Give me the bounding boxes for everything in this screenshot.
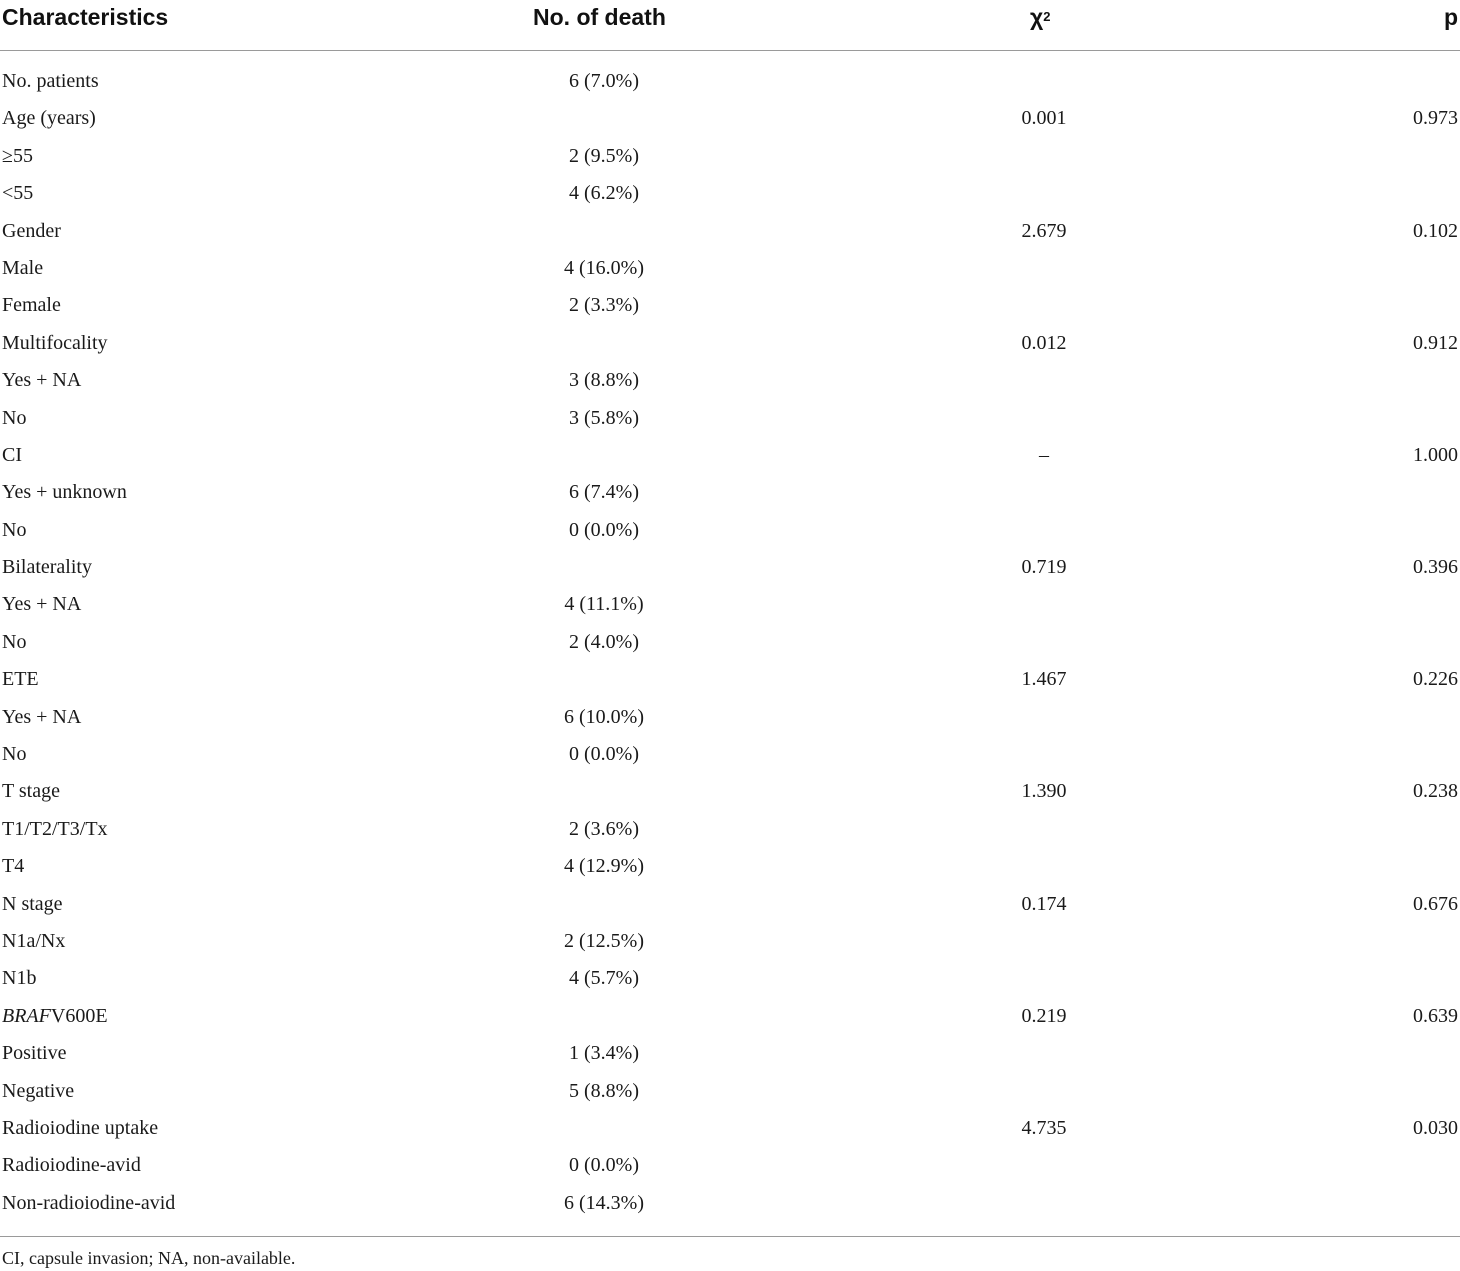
table-row [0, 512, 1460, 549]
table-row [0, 773, 1460, 810]
table-row [0, 886, 1460, 923]
table-row [0, 63, 1460, 100]
row-chi-square: 1.467 [1021, 668, 1067, 691]
row-label: No [2, 630, 27, 653]
row-label: Yes + NA [2, 369, 82, 392]
row-label: Yes + unknown [2, 481, 127, 504]
table-row [0, 325, 1460, 362]
row-characteristic [2, 811, 108, 848]
row-characteristic [2, 586, 81, 623]
row-characteristic [2, 287, 61, 324]
table-row [0, 661, 1460, 698]
table-row [0, 586, 1460, 623]
row-label: Non-radioiodine-avid [2, 1191, 176, 1214]
header-no-of-death: No. of death [533, 4, 666, 30]
row-chi-square: 4.735 [1021, 1116, 1067, 1139]
row-chi-square: 0.001 [1021, 107, 1067, 130]
row-label: Bilaterality [2, 556, 92, 579]
row-no-of-death: 0 (0.0%) [569, 1154, 639, 1177]
row-characteristic [2, 138, 33, 175]
table-row [0, 549, 1460, 586]
row-characteristic [2, 213, 61, 250]
row-p-value: 0.639 [1413, 1004, 1458, 1027]
row-label: Gender [2, 219, 61, 242]
row-label: ≥55 [2, 144, 33, 167]
table-row [0, 736, 1460, 773]
row-characteristic [2, 923, 65, 960]
table-row [0, 699, 1460, 736]
row-p-value: 0.912 [1413, 331, 1458, 354]
row-label: T4 [2, 855, 25, 878]
table-row [0, 474, 1460, 511]
row-label: No [2, 743, 27, 766]
row-characteristic [2, 736, 26, 773]
row-label: <55 [2, 182, 34, 205]
row-characteristic [2, 1035, 66, 1072]
table-row [0, 1035, 1460, 1072]
row-characteristic [2, 437, 22, 474]
chi-superscript: 2 [1043, 9, 1051, 24]
table-row [0, 138, 1460, 175]
row-no-of-death: 1 (3.4%) [569, 1042, 639, 1065]
row-no-of-death: 6 (14.3%) [564, 1191, 644, 1214]
table-footnote: CI, capsule invasion; NA, non-available. [2, 1248, 296, 1268]
table-row [0, 175, 1460, 212]
row-label: V600E [50, 1004, 108, 1027]
row-characteristic [2, 1073, 74, 1110]
row-label: Age (years) [2, 107, 96, 130]
row-label: N stage [2, 892, 63, 915]
row-chi-square: – [1039, 443, 1049, 466]
row-p-value: 1.000 [1413, 443, 1458, 466]
table-body [0, 63, 1460, 1222]
row-label: Radioiodine-avid [2, 1154, 141, 1177]
row-no-of-death: 2 (3.6%) [569, 817, 639, 840]
row-label: Radioiodine uptake [2, 1116, 159, 1139]
table-header [0, 0, 1460, 51]
row-characteristic [2, 250, 43, 287]
row-characteristic [2, 998, 108, 1035]
row-characteristic [2, 549, 92, 586]
row-p-value: 0.676 [1413, 892, 1458, 915]
row-no-of-death: 2 (12.5%) [564, 929, 644, 952]
row-characteristic [2, 661, 39, 698]
row-no-of-death: 6 (7.0%) [569, 70, 639, 92]
row-p-value: 0.396 [1413, 556, 1458, 579]
table-row [0, 287, 1460, 324]
row-no-of-death: 4 (6.2%) [569, 182, 639, 205]
row-label: Positive [2, 1042, 67, 1065]
row-no-of-death: 4 (11.1%) [564, 593, 644, 616]
row-characteristic [2, 325, 108, 362]
chi-symbol: χ [1030, 4, 1044, 30]
table-row [0, 1185, 1460, 1222]
row-characteristic [2, 63, 99, 100]
table-row [0, 1147, 1460, 1184]
row-no-of-death: 5 (8.8%) [569, 1079, 639, 1102]
row-label: Multifocality [2, 331, 108, 354]
row-characteristic [2, 400, 26, 437]
row-label: CI [2, 443, 22, 466]
row-label: N1a/Nx [2, 929, 66, 952]
row-label: N1b [2, 967, 37, 990]
row-characteristic [2, 773, 60, 810]
row-p-value: 0.238 [1413, 780, 1458, 803]
row-characteristic [2, 960, 36, 997]
row-no-of-death: 2 (4.0%) [569, 630, 639, 653]
row-label: Yes + NA [2, 705, 82, 728]
table-row [0, 1110, 1460, 1147]
row-no-of-death: 4 (16.0%) [564, 256, 644, 279]
row-characteristic [2, 699, 81, 736]
row-chi-square: 0.174 [1021, 892, 1067, 915]
row-no-of-death: 4 (12.9%) [564, 855, 644, 878]
table-row [0, 362, 1460, 399]
row-chi-square: 2.679 [1021, 219, 1067, 242]
table-row [0, 400, 1460, 437]
table-row [0, 250, 1460, 287]
row-label: Yes + NA [2, 593, 82, 616]
row-characteristic [2, 848, 24, 885]
table-bottom-rule [0, 1236, 1460, 1237]
row-p-value: 0.226 [1413, 668, 1458, 691]
row-no-of-death: 2 (3.3%) [569, 294, 639, 317]
row-p-value: 0.102 [1413, 219, 1458, 242]
table-row [0, 437, 1460, 474]
row-characteristic [2, 1110, 158, 1147]
row-no-of-death: 0 (0.0%) [569, 743, 639, 766]
row-characteristic [2, 100, 96, 137]
row-chi-square: 0.219 [1021, 1004, 1067, 1027]
row-no-of-death: 6 (10.0%) [564, 705, 644, 728]
table-row [0, 213, 1460, 250]
row-characteristic [2, 474, 127, 511]
header-chi-square [1030, 0, 1050, 34]
header-characteristics: Characteristics [2, 4, 169, 30]
table-row [0, 624, 1460, 661]
gene-name-italic: BRAF [2, 1004, 51, 1027]
row-label: Negative [2, 1079, 75, 1102]
row-characteristic [2, 1147, 141, 1184]
row-characteristic [2, 362, 81, 399]
row-no-of-death: 6 (7.4%) [569, 481, 639, 504]
table-row [0, 1073, 1460, 1110]
row-label: Female [2, 294, 61, 317]
row-characteristic [2, 886, 63, 923]
row-chi-square: 0.719 [1021, 556, 1067, 579]
row-label: No [2, 406, 27, 429]
row-characteristic [2, 624, 26, 661]
row-label: T1/T2/T3/Tx [2, 817, 108, 840]
row-no-of-death: 3 (5.8%) [569, 406, 639, 429]
row-chi-square: 0.012 [1021, 331, 1067, 354]
row-label: Male [2, 256, 44, 279]
row-p-value: 0.030 [1413, 1116, 1458, 1139]
row-characteristic [2, 1185, 175, 1222]
row-no-of-death: 3 (8.8%) [569, 369, 639, 392]
row-no-of-death: 4 (5.7%) [569, 967, 639, 990]
row-characteristic [2, 512, 26, 549]
row-no-of-death: 0 (0.0%) [569, 518, 639, 541]
table-row [0, 960, 1460, 997]
row-label: No [2, 518, 27, 541]
row-label: No. patients [2, 70, 99, 92]
row-no-of-death: 2 (9.5%) [569, 144, 639, 167]
row-p-value: 0.973 [1413, 107, 1458, 130]
row-characteristic [2, 175, 33, 212]
table-row [0, 848, 1460, 885]
row-chi-square: 1.390 [1021, 780, 1067, 803]
table-row [0, 998, 1460, 1035]
row-label: T stage [2, 780, 60, 803]
header-p-value: p [1443, 4, 1458, 30]
table-row [0, 811, 1460, 848]
table-row [0, 923, 1460, 960]
row-label: ETE [2, 668, 39, 691]
table-row [0, 100, 1460, 137]
